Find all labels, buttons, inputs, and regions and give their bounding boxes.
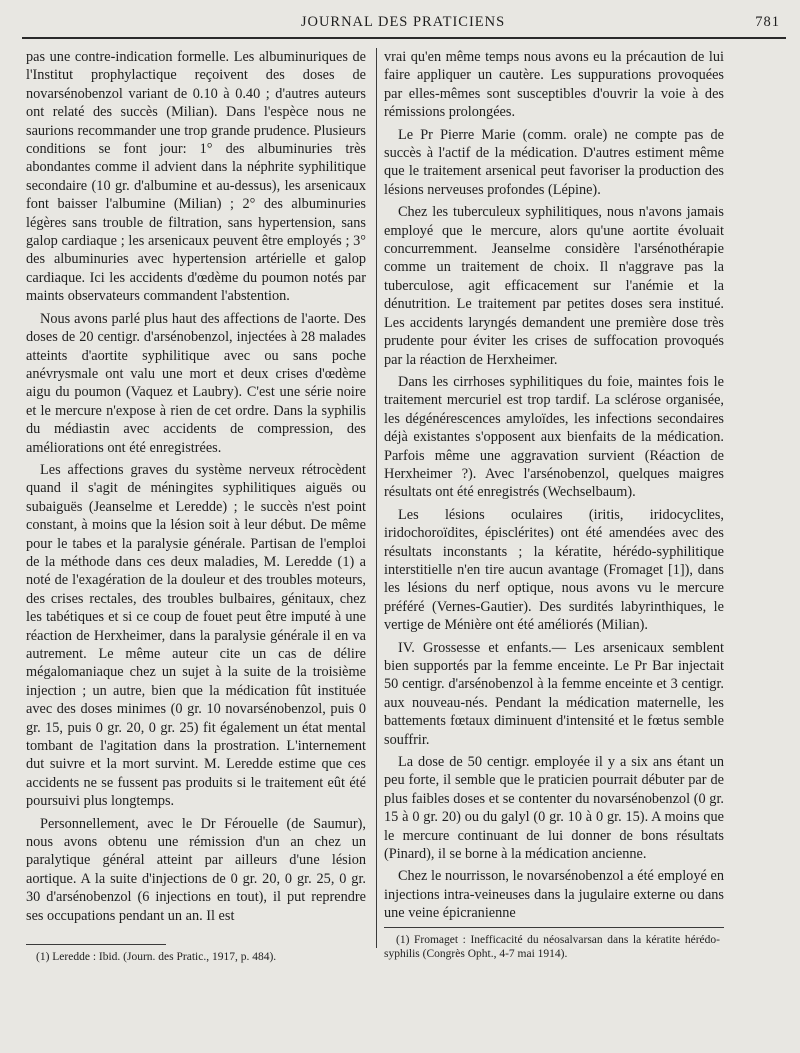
paragraph: Nous avons parlé plus haut des affections de l'aorte. Des doses de 20 centigr. d'arsénobenzol, injectées à 28 malades atteints d'aortite syphilitique avec ou sans poche anévrysmale ont valu une mort et deux crises d'œdème aigu du poumon (Vaquez et Laubry). C'est une série noire et le mercure n'expose à rien de cet ordre. Dans la syphilis du médiastin avec accidents de compression, des améliorations ont été enregistrées.: [26, 310, 366, 456]
page-number: 781: [755, 14, 780, 30]
paragraph: Les lésions oculaires (iritis, iridocyclites, iridochoroïdites, épisclérites) ont été amendées avec des résultats inconstants ; la kératite, hérédo-syphilitique interstitielle n'en tire aucun avantage (Fromaget [1]), dans les lésions du nerf optique, nous avons vu le mercure préféré (Vernes-Gautier). Des surdités labyrinthiques, le vertige de Ménière ont été améliorés (Milian).: [384, 506, 724, 634]
paragraph: Chez les tuberculeux syphilitiques, nous n'avons jamais employé que le mercure, alors qu'une aortite évoluait concurremment. Jeanselme considère l'arsénothérapie comme un traitement de choix. Il n'aggrave pas la tuberculose, agit efficacement sur l'anémie et la dénutrition. Le traitement par petites doses sera institué. Les accidents laryngés demandent une première dose très prudente pour éviter les crises de suffocation provoqués par la réaction de Herxheimer.: [384, 204, 724, 368]
column-divider: [376, 48, 377, 948]
paragraph: Dans les cirrhoses syphilitiques du foie, maintes fois le traitement mercuriel est trop tardif. La sclérose organisée, les dégénérescences amyloïdes, les infections secondaires déjà existantes s'opposent aux bienfaits de la médication. Parfois même une aggravation survient (Réaction de Herxheimer ?). Avec l'arsénobenzol, quelques maigres résultats ont été enregistrés (Wechselbaum).: [384, 373, 724, 501]
paragraph: Le Pr Pierre Marie (comm. orale) ne compte pas de succès à l'actif de la médication. D'autres estiment même que le traitement arsenical peut favoriser la production des lésions nerveuses profondes (Lépine).: [384, 126, 724, 198]
header-rule: [22, 37, 786, 39]
paragraph: Chez le nourrisson, le novarsénobenzol a été employé en injections intra-veineuses dans la jugulaire externe ou dans une veine épicranienne: [384, 868, 724, 922]
paragraph: IV. Grossesse et enfants.— Les arsenicaux semblent bien supportés par la femme enceinte. Le Pr Bar injectait 50 centigr. d'arsénobenzol à la femme enceinte et 3 centigr. aux nouveau-nés. Pendant la médication maternelle, les battements fœtaux diminuent d'intensité et le fœtus semble souffrir.: [384, 639, 724, 748]
footnote-left: (1) Leredde : Ibid. (Journ. des Pratic., 1917, p. 484).: [36, 951, 277, 963]
paragraph: Personnellement, avec le Dr Férouelle (de Saumur), nous avons obtenu une rémission d'un an chez un paralytique général atteint par ailleurs d'une lésion aortique. A la suite d'injections de 0 gr. 20, 0 gr. 25, 0 gr. 30 d'arsénobenzol (6 injections en tout), il put reprendre ses occupations pendant un an. Il est: [26, 815, 366, 924]
journal-title: JOURNAL DES PRATICIENS: [300, 14, 506, 30]
paragraph: Les affections graves du système nerveux rétrocèdent quand il s'agit de méningites syphilitiques aiguës ou subaiguës (Jeanselme et Leredde) ; le succès n'est point constant, à moins que la lésion soit à leur début. De même pour le tabes et la paralysie générale. Partisan de l'emploi de la méthode dans ces deux maladies, M. Leredde (1) a noté de l'exagération de la douleur et des troubles moteurs, des crises rectales, des troubles bulbaires, génitaux, chez les tabétiques et si ce coup de fouet peut être imputé à une réaction de Herxheimer, dans la paralysie générale il en va autrement. Le même auteur cite un cas de délire mégalomaniaque chez un sujet à la suite de la troisième injection ; un autre, bien que la médication fût instituée avec des doses minimes (0 gr. 10 novarsénobenzol, puis 0 gr. 15, puis 0 gr. 20, 0 gr. 25) fit également un état mental tombant de l'agitation dans la prostration. L'internement dut suivre et la mort survint. M. Leredde estime que ces accidents ne se fussent pas produits si le traitement eût été poursuivi plus longtemps.: [26, 461, 366, 810]
paragraph: La dose de 50 centigr. employée il y a six ans étant un peu forte, il semble que le praticien pourrait débuter par de plus faibles doses et se contenter du novarsénobenzol (0 gr. 15 à 0 gr. 20) ou du galyl (0 gr. 10 à 0 gr. 15). A moins que le mercure continuant de lui donner de bons résultats (Pinard), il se borne à la médication ancienne.: [384, 754, 724, 863]
running-header: [18, 14, 788, 36]
paragraph: pas une contre-indication formelle. Les albuminuriques de l'Institut prophylactique reçoivent des doses de novarsénobenzol variant de 0.10 à 0.40 ; d'autres auteurs ont relaté des succès (Milian). Dans l'espèce nous ne saurions recommander une trop grande prudence. Plusieurs conditions se font jour: 1° des albuminuries très abondantes comme il advient dans la néphrite syphilitique secondaire (10 gr. d'albumine et au-dessus), les arsenicaux font baisser l'albumine (Milian) ; 2° des albuminuries légères sans trouble de filtration, sans hypertension, sans galop cardiaque ; les arsenicaux peuvent être employés ; 3° des albuminuries avec hypertension artérielle et galop cardiaque. Ici les accidents d'œdème du poumon notés par maints observateurs commandent l'abstention.: [26, 49, 366, 305]
paragraph: vrai qu'en même temps nous avons eu la précaution de lui faire appliquer un cautère. Les suppurations provoquées par elles-mêmes sont susceptibles d'ouvrir la voie à des rémissions prolongées.: [384, 49, 724, 121]
left-column: [26, 48, 366, 929]
footnote-right: (1) Fromaget : Inefficacité du néosalvarsan dans la kératite hérédo-syphilis (Congrès Opht., 4-7 mai 1914).: [384, 934, 720, 960]
footnote-rule-left: [26, 944, 166, 945]
right-column: [384, 48, 724, 927]
footnote-rule-right: [384, 927, 724, 928]
